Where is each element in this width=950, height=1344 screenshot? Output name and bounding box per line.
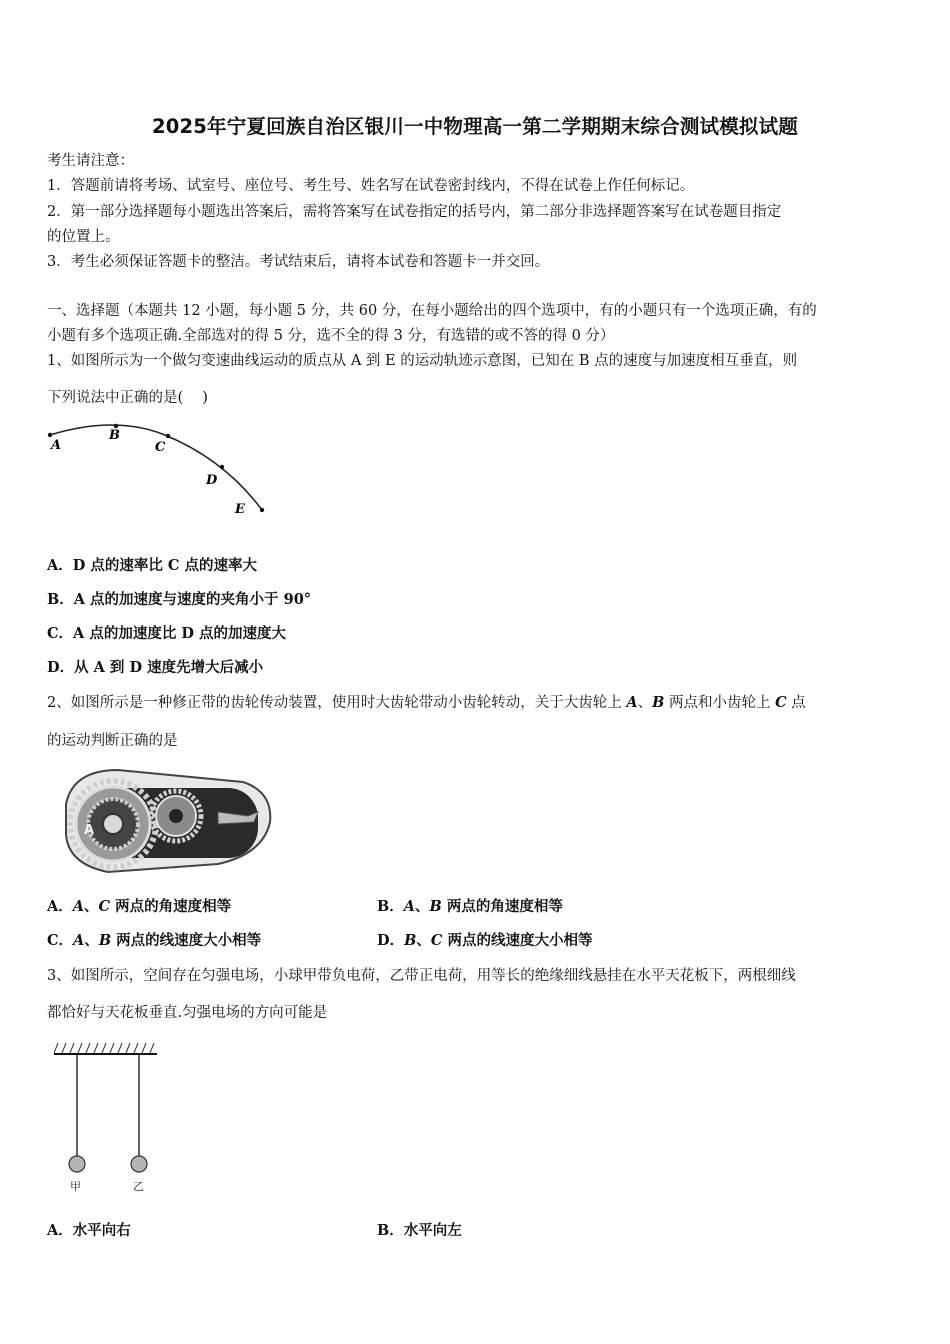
q1-option-c[interactable]: C．A 点的加速度比 D 点的加速度大 — [47, 625, 287, 642]
ball-yi-label: 乙 — [133, 1180, 144, 1193]
q3-stem-line-2: 都恰好与天花板垂直.匀强电场的方向可能是 — [47, 1005, 328, 1021]
q3-pendulum-figure — [52, 1040, 167, 1195]
label-e: E — [235, 502, 245, 517]
section-instruction-line-1: 一、选择题（本题共 12 小题，每小题 5 分，共 60 分，在每小题给出的四个选项中，有的小题只有一个选项正确，有的 — [47, 303, 817, 319]
notice-header: 考生请注意： — [47, 153, 134, 169]
small-gear-hub — [169, 809, 183, 823]
q1-option-b[interactable]: B．A 点的加速度与速度的夹角小于 90° — [47, 591, 312, 608]
q3-option-b[interactable]: B．水平向左 — [377, 1222, 462, 1239]
gear-label-a: A — [84, 823, 95, 838]
page-title: 2025年宁夏回族自治区银川一中物理高一第二学期期末综合测试模拟试题 — [151, 115, 799, 138]
q2-option-c[interactable]: C．A、B 两点的线速度大小相等 — [47, 932, 262, 949]
q2-stem-line-2: 的运动判断正确的是 — [47, 733, 178, 749]
notice-item-2-line-2: 的位置上。 — [47, 229, 120, 245]
ball-jia — [69, 1156, 85, 1172]
trajectory-curve — [50, 425, 262, 510]
q1-option-d[interactable]: D．从 A 到 D 速度先增大后减小 — [47, 659, 264, 676]
notice-item-2-line-1: 2．第一部分选择题每小题选出答案后，需将答案写在试卷指定的括号内，第二部分非选择题答案写在试卷题目指定 — [47, 204, 782, 220]
label-b: B — [109, 428, 120, 443]
label-d: D — [206, 473, 218, 488]
q2-stem-line-1: 2、如图所示是一种修正带的齿轮传动装置，使用时大齿轮带动小齿轮转动，关于大齿轮上 A、B 两点和小齿轮上 C 点 — [47, 694, 806, 711]
q3-option-a[interactable]: A．水平向右 — [47, 1222, 131, 1239]
notice-item-3: 3．考生必须保证答题卡的整洁。考试结束后，请将本试卷和答题卡一并交回。 — [47, 254, 550, 270]
q2-option-b[interactable]: B．A、B 两点的角速度相等 — [377, 898, 563, 915]
section-instruction-line-2: 小题有多个选项正确.全部选对的得 5 分，选不全的得 3 分，有选错的或不答的得 0 分） — [47, 328, 615, 344]
notice-item-1: 1．答题前请将考场、试室号、座位号、考生号、姓名写在试卷密封线内，不得在试卷上作任何标记。 — [47, 178, 695, 194]
q1-stem-line-1: 1、如图所示为一个做匀变速曲线运动的质点从 A 到 E 的运动轨迹示意图，已知在 B 点的速度与加速度相互垂直，则 — [47, 353, 798, 369]
q1-option-a[interactable]: A．D 点的速率比 C 点的速率大 — [47, 557, 258, 574]
ball-jia-label: 甲 — [70, 1180, 81, 1193]
big-gear-hub — [103, 814, 123, 834]
q3-stem-line-1: 3、如图所示，空间存在匀强电场，小球甲带负电荷，乙带正电荷，用等长的绝缘细线悬挂在水平天花板下，两根细线 — [47, 968, 796, 984]
q2-gear-figure — [58, 764, 278, 879]
ball-yi — [131, 1156, 147, 1172]
point-a — [48, 433, 52, 437]
ceiling-hatch — [54, 1043, 154, 1053]
point-e — [260, 508, 264, 512]
point-c — [166, 434, 170, 438]
q2-option-d[interactable]: D．B、C 两点的线速度大小相等 — [377, 932, 593, 949]
q1-stem-line-2: 下列说法中正确的是( ) — [47, 390, 208, 406]
label-a: A — [51, 438, 62, 453]
q1-trajectory-figure — [40, 415, 280, 525]
q2-option-a[interactable]: A．A、C 两点的角速度相等 — [47, 898, 232, 915]
point-d — [220, 465, 224, 469]
label-c: C — [155, 440, 166, 455]
